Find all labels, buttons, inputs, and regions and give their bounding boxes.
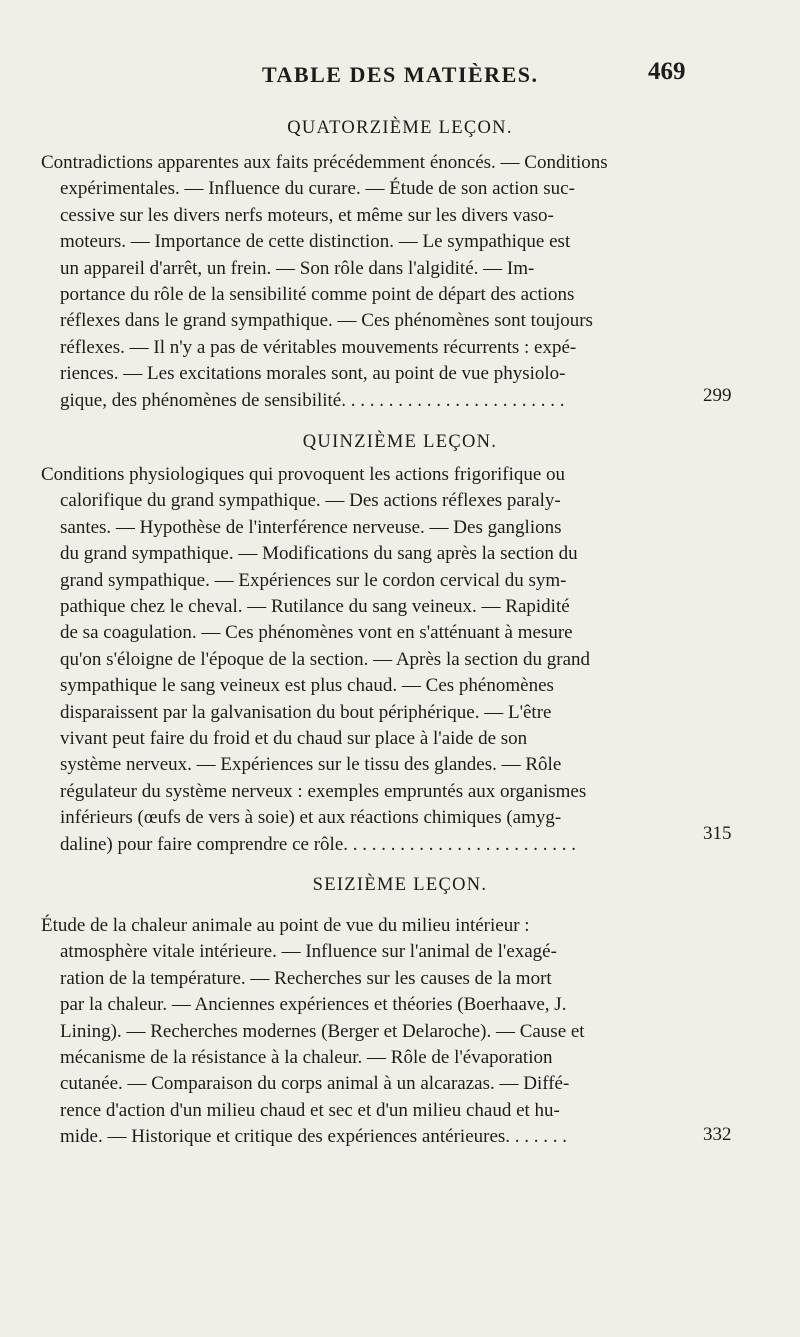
summary-line: rence d'action d'un milieu chaud et sec et d'un milieu chaud et hu- (60, 1099, 560, 1121)
summary-line: pathique chez le cheval. — Rutilance du sang veineux. — Rapidité (60, 596, 570, 618)
summary-line: disparaissent par la galvanisation du bout périphérique. — L'être (60, 701, 552, 723)
summary-line: riences. — Les excitations morales sont, au point de vue physiolo- (60, 363, 566, 385)
summary-line: Conditions physiologiques qui provoquent les actions frigorifique ou (41, 464, 566, 485)
summary-line: cutanée. — Comparaison du corps animal à un alcarazas. — Diffé- (60, 1073, 570, 1095)
summary-line: expérimentales. — Influence du curare. — Étude de son action suc- (60, 178, 575, 200)
summary-line: du grand sympathique. — Modifications du sang après la section du (60, 543, 578, 565)
summary-line: qu'on s'éloigne de l'époque de la section. — Après la section du grand (60, 648, 590, 670)
summary-line: Étude de la chaleur animale au point de vue du milieu intérieur : (41, 915, 530, 936)
summary-line: gique, des phénomènes de sensibilité. . . . . . . . . . . . . . . . . . . . . . . . (60, 389, 565, 411)
summary-line: Contradictions apparentes aux faits précédemment énoncés. — Conditions (41, 152, 608, 173)
summary-line: Lining). — Recherches modernes (Berger et Delaroche). — Cause et (60, 1020, 585, 1042)
summary-line: santes. — Hypothèse de l'interférence nerveuse. — Des ganglions (60, 516, 562, 538)
summary-line: de sa coagulation. — Ces phénomènes vont en s'atténuant à mesure (60, 622, 573, 644)
page-reference: 299 (703, 385, 732, 406)
summary-line: grand sympathique. — Expériences sur le cordon cervical du sym- (60, 569, 567, 591)
summary-line: mécanisme de la résistance à la chaleur. — Rôle de l'évaporation (60, 1047, 553, 1069)
lesson-seizieme (0, 875, 800, 896)
summary-line: vivant peut faire du froid et du chaud sur place à l'aide de son (60, 728, 528, 750)
summary-line: portance du rôle de la sensibilité comme point de départ des actions (60, 284, 575, 306)
summary-line: ration de la température. — Recherches sur les causes de la mort (60, 967, 552, 989)
lesson-summary (41, 462, 660, 858)
lesson-heading: QUATORZIÈME LEÇON. (287, 118, 513, 138)
summary-line: calorifique du grand sympathique. — Des actions réflexes paraly- (60, 490, 561, 512)
summary-line: régulateur du système nerveux : exemples empruntés aux organismes (60, 780, 587, 802)
page-reference: 332 (703, 1124, 732, 1145)
page-reference: 315 (703, 823, 732, 844)
lesson-heading: QUINZIÈME LEÇON. (302, 432, 498, 452)
summary-line: moteurs. — Importance de cette distinction. — Le sympathique est (60, 231, 571, 253)
lesson-summary (41, 150, 660, 414)
page-number: 469 (648, 58, 686, 85)
summary-line: un appareil d'arrêt, un frein. — Son rôle dans l'algidité. — Im- (60, 257, 535, 279)
summary-line: inférieurs (œufs de vers à soie) et aux réactions chimiques (amyg- (60, 807, 562, 829)
running-title: TABLE DES MATIÈRES. (262, 62, 539, 87)
lesson-quinzieme (0, 432, 800, 453)
summary-line: sympathique le sang veineux est plus chaud. — Ces phénomènes (60, 675, 554, 697)
summary-line: atmosphère vitale intérieure. — Influence sur l'animal de l'exagé- (60, 941, 557, 963)
summary-line: daline) pour faire comprendre ce rôle. . . . . . . . . . . . . . . . . . . . . . . . . (60, 833, 577, 855)
summary-line: réflexes dans le grand sympathique. — Ces phénomènes sont toujours (60, 310, 593, 332)
lesson-summary (41, 913, 660, 1151)
lesson-heading: SEIZIÈME LEÇON. (312, 875, 488, 895)
summary-line: cessive sur les divers nerfs moteurs, et même sur les divers vaso- (60, 204, 554, 226)
summary-line: système nerveux. — Expériences sur le tissu des glandes. — Rôle (60, 754, 562, 776)
lesson-quatorzieme (0, 118, 800, 139)
summary-line: réflexes. — Il n'y a pas de véritables mouvements récurrents : expé- (60, 336, 577, 358)
running-head (0, 58, 800, 96)
summary-line: mide. — Historique et critique des expériences antérieures. . . . . . . (60, 1126, 568, 1148)
summary-line: par la chaleur. — Anciennes expériences et théories (Boerhaave, J. (60, 994, 567, 1016)
